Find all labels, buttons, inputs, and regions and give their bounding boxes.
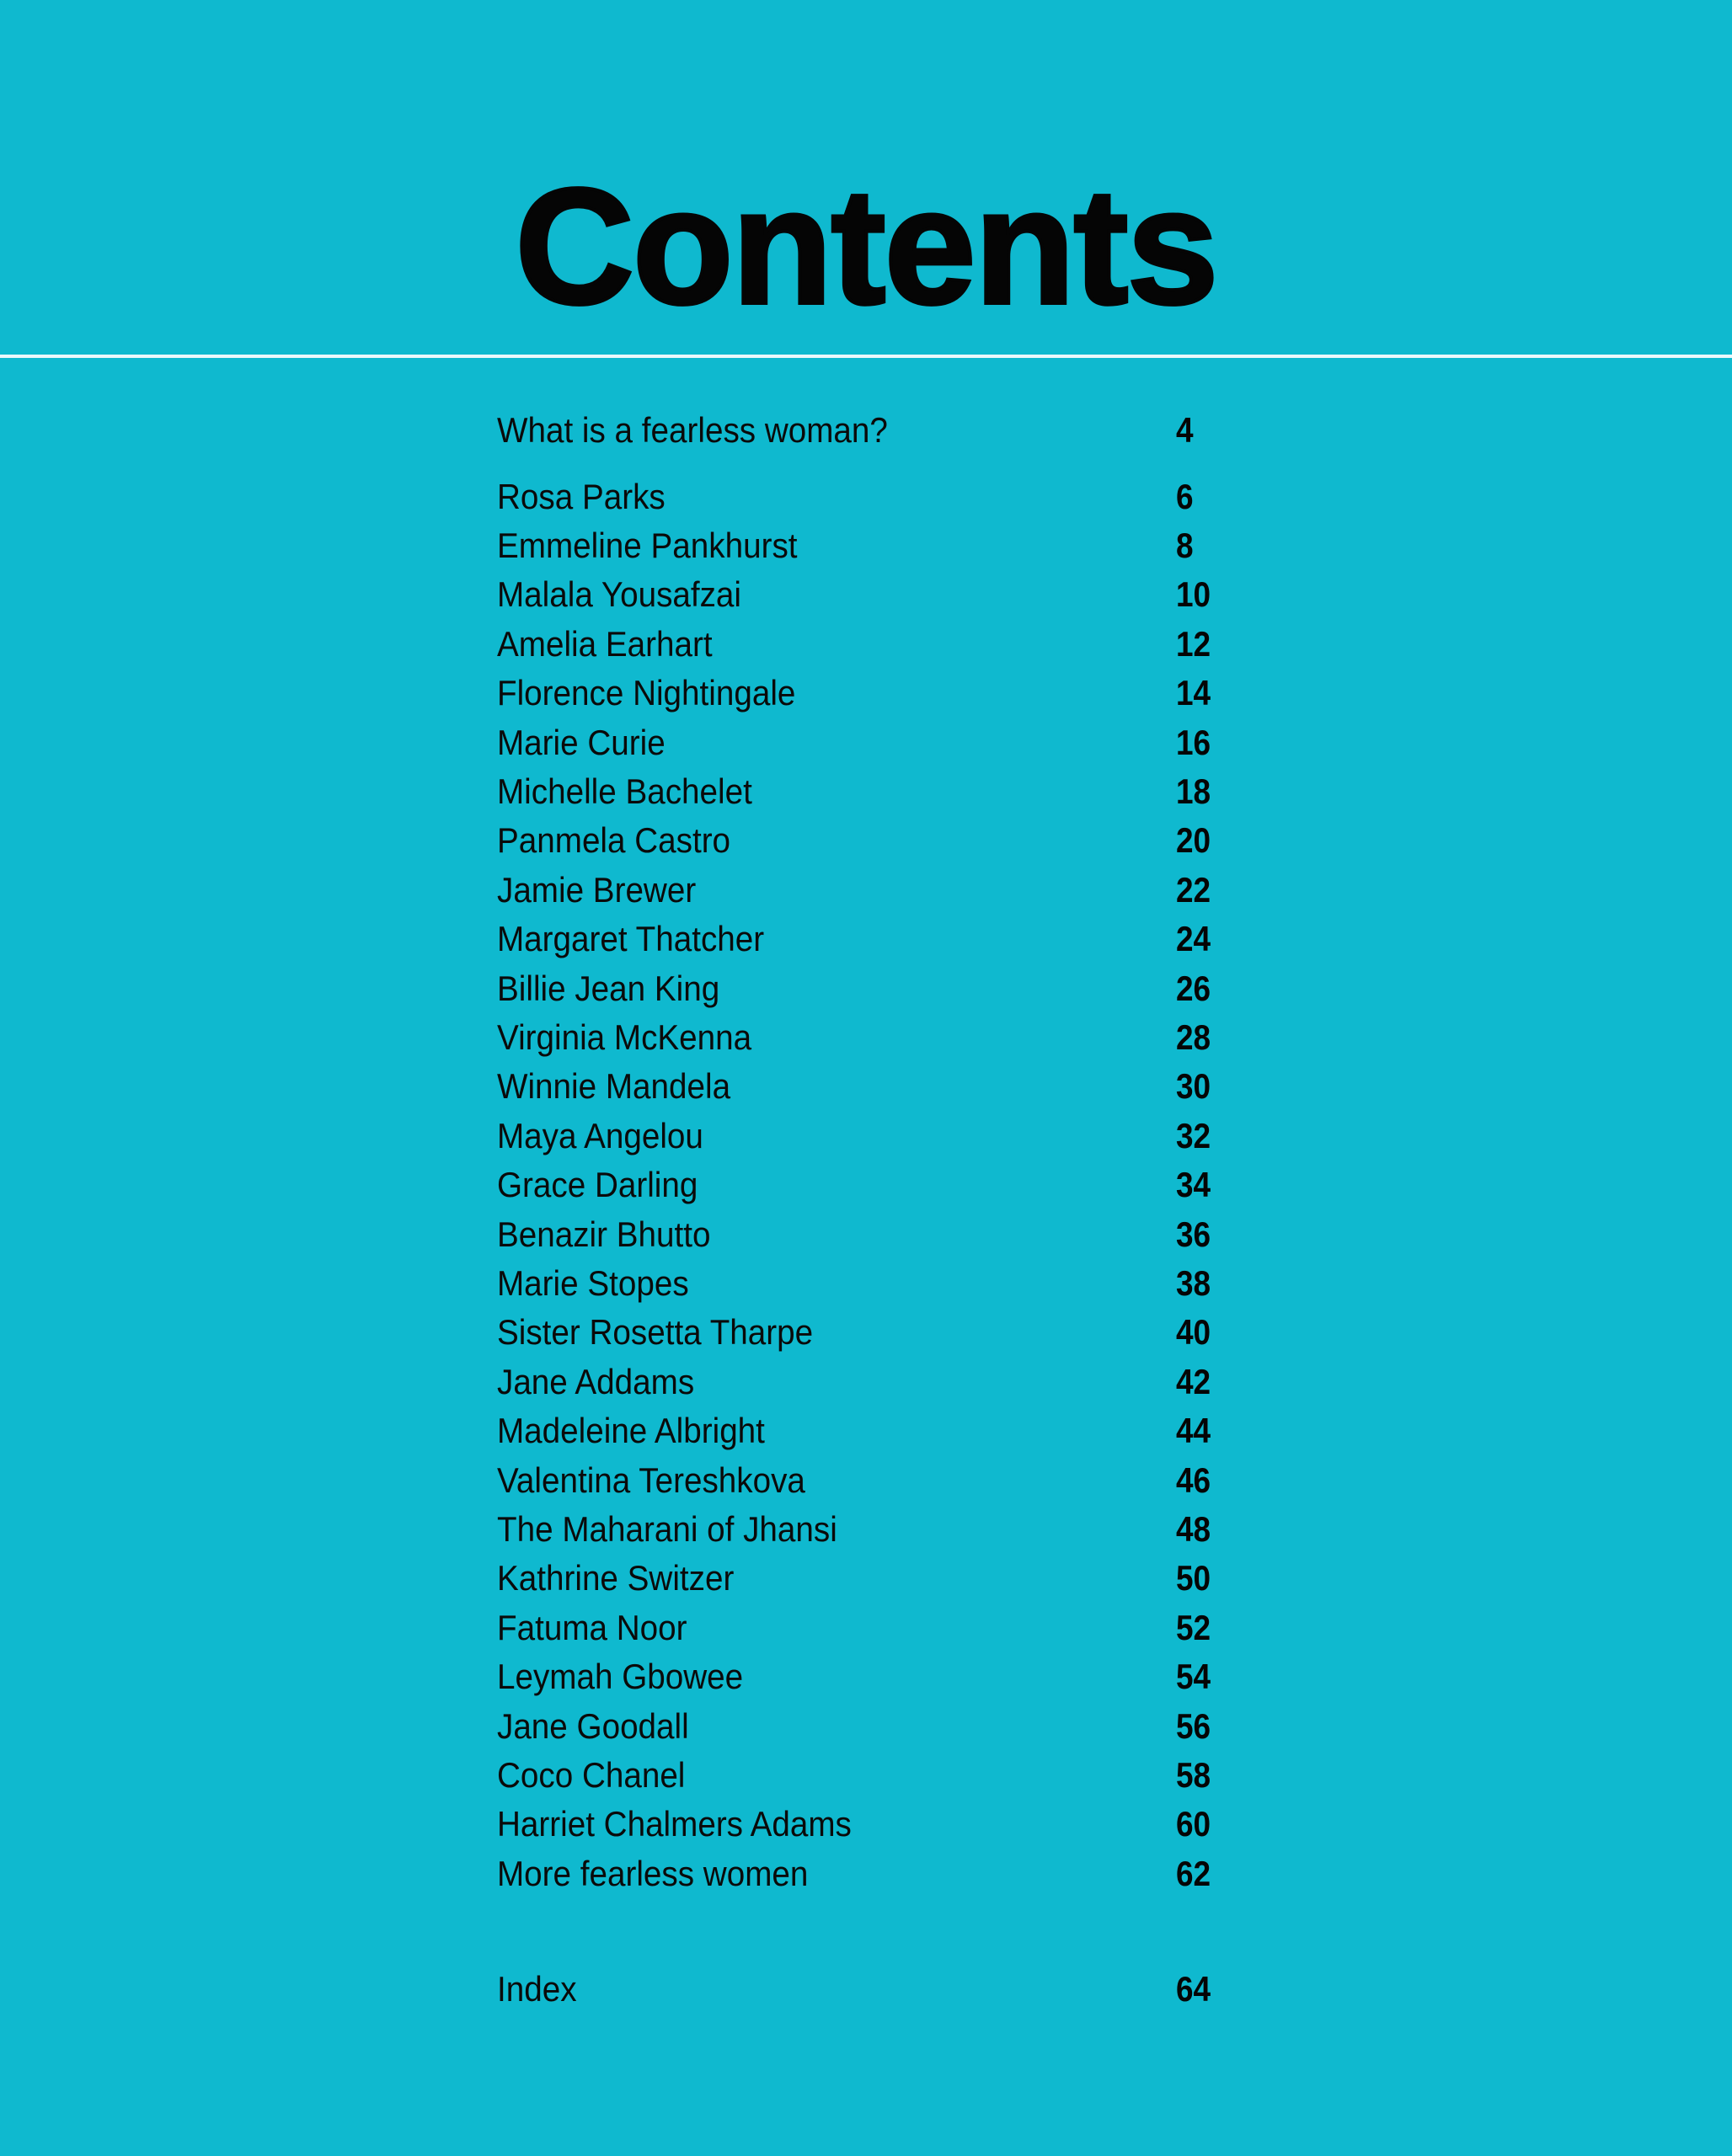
toc-entry-page-number: 22 xyxy=(1176,869,1211,910)
toc-entry-title: Jamie Brewer xyxy=(497,869,697,910)
toc-entry-page-number: 44 xyxy=(1176,1411,1211,1451)
toc-entry-title: What is a fearless woman? xyxy=(497,410,888,450)
toc-entry xyxy=(497,767,1255,816)
toc-entry-page-number: 34 xyxy=(1176,1165,1211,1205)
toc-entry-page-number: 32 xyxy=(1176,1115,1211,1155)
toc-entry xyxy=(497,1505,1255,1554)
toc-entry xyxy=(497,1358,1255,1406)
toc-entry xyxy=(497,1308,1255,1357)
toc-entry xyxy=(497,866,1255,915)
toc-entry-page-number: 18 xyxy=(1176,771,1211,811)
toc-entry-title: Maya Angelou xyxy=(497,1115,703,1155)
toc-entry-page-number: 6 xyxy=(1176,476,1194,516)
toc-entry-page-number: 36 xyxy=(1176,1214,1211,1254)
toc-entry xyxy=(497,406,1255,455)
toc-entry-page-number: 46 xyxy=(1176,1460,1211,1500)
toc-entry xyxy=(497,1013,1255,1062)
toc-entry xyxy=(497,1849,1255,1898)
toc-entry-page-number: 52 xyxy=(1176,1607,1211,1647)
toc-entry xyxy=(497,669,1255,718)
toc-entry-title: Coco Chanel xyxy=(497,1754,686,1795)
toc-entry-page-number: 4 xyxy=(1176,410,1194,450)
toc-entry-title: More fearless women xyxy=(497,1853,809,1893)
toc-entry-title: Michelle Bachelet xyxy=(497,771,752,811)
toc-entry-title: Marie Stopes xyxy=(497,1262,689,1303)
toc-entry-title: The Maharani of Jhansi xyxy=(497,1508,837,1549)
toc-entry-title: Index xyxy=(497,1968,577,2009)
toc-entry-page-number: 38 xyxy=(1176,1262,1211,1303)
toc-entry-title: Amelia Earhart xyxy=(497,623,713,664)
toc-entry xyxy=(497,1259,1255,1308)
toc-entry-page-number: 58 xyxy=(1176,1754,1211,1795)
toc-entry-page-number: 16 xyxy=(1176,722,1211,762)
toc-entry-title: Winnie Mandela xyxy=(497,1066,731,1107)
toc-entry-title: Grace Darling xyxy=(497,1165,698,1205)
toc-entry xyxy=(497,1406,1255,1455)
toc-entry-title: Billie Jean King xyxy=(497,968,720,1008)
toc-entry-title: Emmeline Pankhurst xyxy=(497,525,798,565)
toc-entry xyxy=(497,964,1255,1013)
toc-entry xyxy=(497,1702,1255,1751)
toc-entry-page-number: 24 xyxy=(1176,919,1211,959)
toc-entry-page-number: 54 xyxy=(1176,1657,1211,1697)
toc-entry xyxy=(497,718,1255,767)
toc-entry-title: Madeleine Albright xyxy=(497,1411,765,1451)
toc-entry-title: Leymah Gbowee xyxy=(497,1657,744,1697)
toc-entry-page-number: 48 xyxy=(1176,1508,1211,1549)
toc-entry-title: Harriet Chalmers Adams xyxy=(497,1804,852,1844)
toc-entry-page-number: 56 xyxy=(1176,1705,1211,1746)
toc-entry-title: Jane Goodall xyxy=(497,1705,689,1746)
toc-entry xyxy=(497,472,1255,521)
toc-entry-title: Virginia McKenna xyxy=(497,1017,752,1057)
toc-entry-title: Marie Curie xyxy=(497,722,666,762)
toc-entry-title: Fatuma Noor xyxy=(497,1607,687,1647)
toc-entry-title: Panmela Castro xyxy=(497,820,731,861)
toc-entry-page-number: 64 xyxy=(1176,1968,1211,2009)
page-title: Contents xyxy=(515,154,1217,339)
toc-entry-page-number: 8 xyxy=(1176,525,1194,565)
toc-entry xyxy=(497,1112,1255,1161)
toc-entry xyxy=(497,915,1255,963)
toc-entry xyxy=(497,521,1255,570)
title-divider xyxy=(0,355,1732,358)
toc-entry xyxy=(497,620,1255,669)
toc-entry xyxy=(497,1554,1255,1603)
toc-entry xyxy=(497,1161,1255,1209)
toc-entry xyxy=(497,1965,1255,2014)
toc-entry-title: Malala Yousafzai xyxy=(497,574,742,615)
toc-entry-page-number: 12 xyxy=(1176,623,1211,664)
toc-entry-title: Jane Addams xyxy=(497,1361,695,1401)
toc-entry-page-number: 60 xyxy=(1176,1804,1211,1844)
toc-entry-page-number: 26 xyxy=(1176,968,1211,1008)
toc-entry xyxy=(497,1800,1255,1849)
toc-entry-page-number: 14 xyxy=(1176,673,1211,713)
toc-entry-title: Florence Nightingale xyxy=(497,673,796,713)
toc-entry xyxy=(497,1751,1255,1800)
toc-entry-page-number: 28 xyxy=(1176,1017,1211,1057)
toc-entry-title: Valentina Tereshkova xyxy=(497,1460,805,1500)
toc-entry xyxy=(497,1652,1255,1701)
toc-entry xyxy=(497,1062,1255,1111)
toc-entry-page-number: 42 xyxy=(1176,1361,1211,1401)
toc-entry-title: Kathrine Switzer xyxy=(497,1558,735,1598)
toc-entry xyxy=(497,570,1255,619)
toc-entry-title: Rosa Parks xyxy=(497,476,666,516)
toc-entry xyxy=(497,816,1255,865)
toc-entry xyxy=(497,1210,1255,1259)
toc-entry-title: Sister Rosetta Tharpe xyxy=(497,1312,814,1353)
toc-entry-page-number: 62 xyxy=(1176,1853,1211,1893)
toc-entry-page-number: 30 xyxy=(1176,1066,1211,1107)
toc-entry-page-number: 40 xyxy=(1176,1312,1211,1353)
toc-entry xyxy=(497,1456,1255,1505)
toc-entry-page-number: 10 xyxy=(1176,574,1211,615)
toc-entry xyxy=(497,1604,1255,1652)
toc-entry-page-number: 50 xyxy=(1176,1558,1211,1598)
toc-entry-title: Benazir Bhutto xyxy=(497,1214,711,1254)
toc-entry-title: Margaret Thatcher xyxy=(497,919,765,959)
toc-entry-page-number: 20 xyxy=(1176,820,1211,861)
